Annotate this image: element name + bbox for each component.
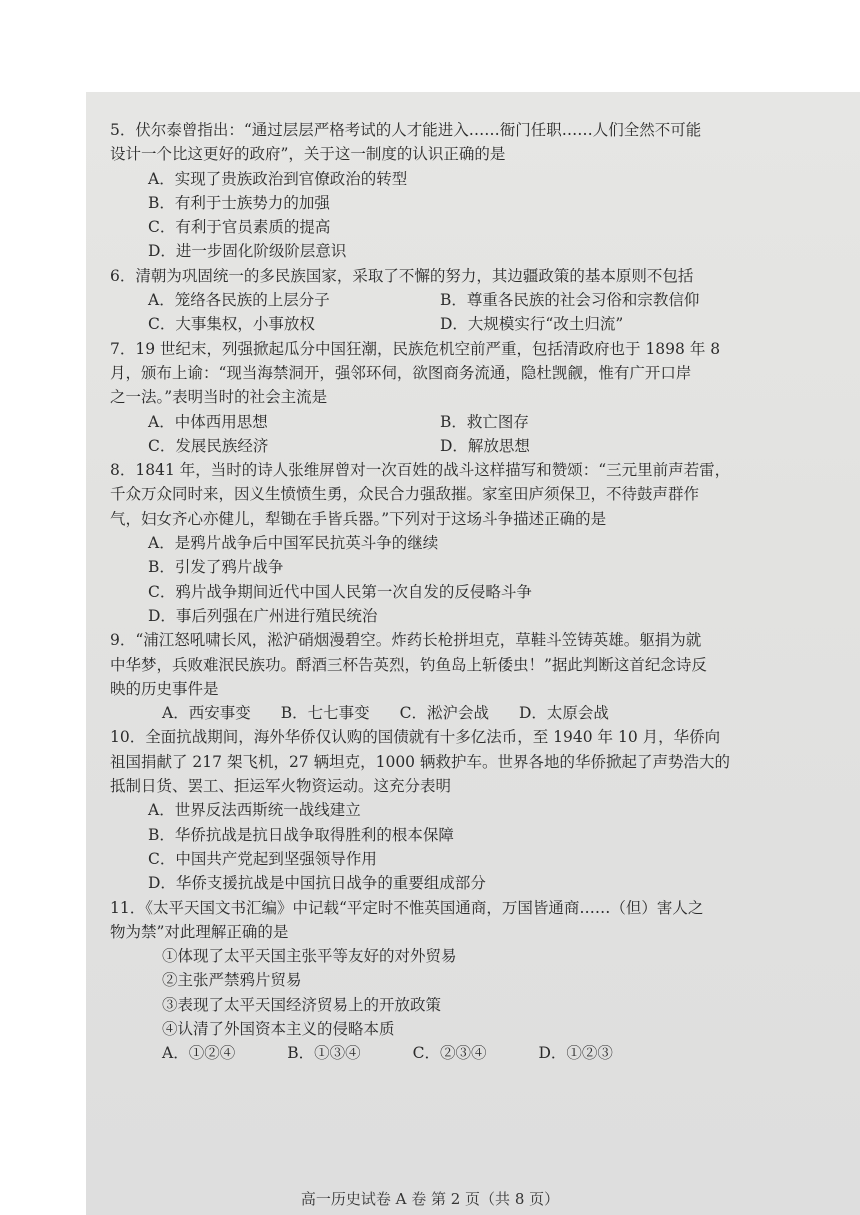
question-7 [110,337,830,458]
question-8 [110,458,830,628]
question-stem: 之一法。”表明当时的社会主流是 [110,388,328,407]
question-stem: 11．《太平天国文书汇编》中记载“平定时不惟英国通商，万国皆通商……（但）害人之 [110,898,704,917]
option-c: C．发展民族经济 [148,436,269,455]
option-row [110,312,830,336]
option-b: B．①③④ [287,1044,361,1063]
statement-3: ③表现了太平天国经济贸易上的开放政策 [162,995,442,1014]
question-11 [110,896,830,1066]
option-a: A．世界反法西斯统一战线建立 [148,801,361,820]
page-footer: 高一历史试卷 A 卷 第 2 页（共 8 页） [300,1190,560,1208]
question-stem: 7．19 世纪末，列强掀起瓜分中国狂潮，民族危机空前严重，包括清政府也于 1898 年 8 [110,339,721,358]
question-10 [110,725,830,895]
option-b: B．华侨抗战是抗日战争取得胜利的根本保障 [148,825,454,844]
option-d: D．华侨支援抗战是中国抗日战争的重要组成部分 [148,874,486,893]
option-d: D．进一步固化阶级阶层意识 [148,242,347,261]
question-6 [110,264,830,337]
statement-4: ④认清了外国资本主义的侵略本质 [162,1019,395,1038]
exam-content [110,118,830,1066]
option-a: A．①②④ [162,1044,236,1063]
option-row [110,701,830,725]
question-stem: 月，颁布上谕：“现当海禁洞开，强邻环伺，欲图商务流通，隐杜觊觎，惟有广开口岸 [110,363,692,382]
option-b: B．七七事变 [280,704,370,723]
question-stem: 设计一个比这更好的政府”，关于这一制度的认识正确的是 [110,145,506,164]
option-row [110,434,830,458]
option-a: A．是鸦片战争后中国军民抗英斗争的继续 [148,534,439,553]
option-d: D．大规模实行“改土归流” [440,315,624,334]
option-c: C．淞沪会战 [399,704,489,723]
question-9 [110,628,830,725]
question-stem: 抵制日货、罢工、拒运军火物资运动。这充分表明 [110,777,452,796]
option-row [110,1041,830,1065]
option-d: D．太原会战 [518,704,609,723]
option-b: B．引发了鸦片战争 [148,558,284,577]
question-stem: 祖国捐献了 217 架飞机，27 辆坦克，1000 辆救护车。世界各地的华侨掀起了声势浩大的 [110,752,730,771]
question-stem: 中华梦，兵败难泯民族功。酹酒三杯告英烈，钓鱼岛上斩倭虫！”据此判断这首纪念诗反 [110,655,707,674]
option-a: A．中体西用思想 [148,412,268,431]
option-c: C．中国共产党起到坚强领导作用 [148,849,377,868]
option-row [110,410,830,434]
question-stem: 映的历史事件是 [110,679,219,698]
option-a: A．西安事变 [162,704,251,723]
question-stem: 6．清朝为巩固统一的多民族国家，采取了不懈的努力，其边疆政策的基本原则不包括 [110,266,694,285]
option-b: B．有利于士族势力的加强 [148,193,330,212]
question-stem: 5．伏尔泰曾指出：“通过层层严格考试的人才能进入……衙门任职……人们全然不可能 [110,121,702,139]
question-stem: 8．1841 年，当时的诗人张维屏曾对一次百姓的战斗这样描写和赞颂：“三元里前声若雷， [110,461,731,480]
option-a: A．笼络各民族的上层分子 [148,291,330,310]
option-c: C．有利于官员素质的提高 [148,218,331,237]
option-c: C．大事集权，小事放权 [148,315,315,334]
option-d: D．事后列强在广州进行殖民统治 [148,606,378,625]
option-d: D．①②③ [538,1044,613,1063]
option-row [110,288,830,312]
option-d: D．解放思想 [440,436,530,455]
question-stem: 10．全面抗战期间，海外华侨仅认购的国债就有十多亿法币，至 1940 年 10 月，华侨向 [110,728,721,747]
question-stem: 千众万众同时来，因义生愤愤生勇，众民合力强敌摧。家室田庐须保卫，不待鼓声群作 [110,485,700,504]
option-c: C．鸦片战争期间近代中国人民第一次自发的反侵略斗争 [148,582,532,601]
option-b: B．尊重各民族的社会习俗和宗教信仰 [440,291,700,310]
question-stem: 9．“浦江怒吼啸长风，淞沪硝烟漫碧空。炸药长枪拼坦克，草鞋斗笠铸英雄。躯捐为就 [110,631,702,650]
statement-1: ①体现了太平天国主张平等友好的对外贸易 [162,947,457,966]
option-c: C．②③④ [412,1044,487,1063]
statement-2: ②主张严禁鸦片贸易 [162,971,302,990]
question-stem: 气，妇女齐心亦健儿，犁锄在手皆兵器。”下列对于这场斗争描述正确的是 [110,509,607,528]
option-a: A．实现了贵族政治到官僚政治的转型 [148,169,408,188]
option-b: B．救亡图存 [440,412,529,431]
question-5 [110,118,830,264]
question-stem: 物为禁”对此理解正确的是 [110,922,289,941]
